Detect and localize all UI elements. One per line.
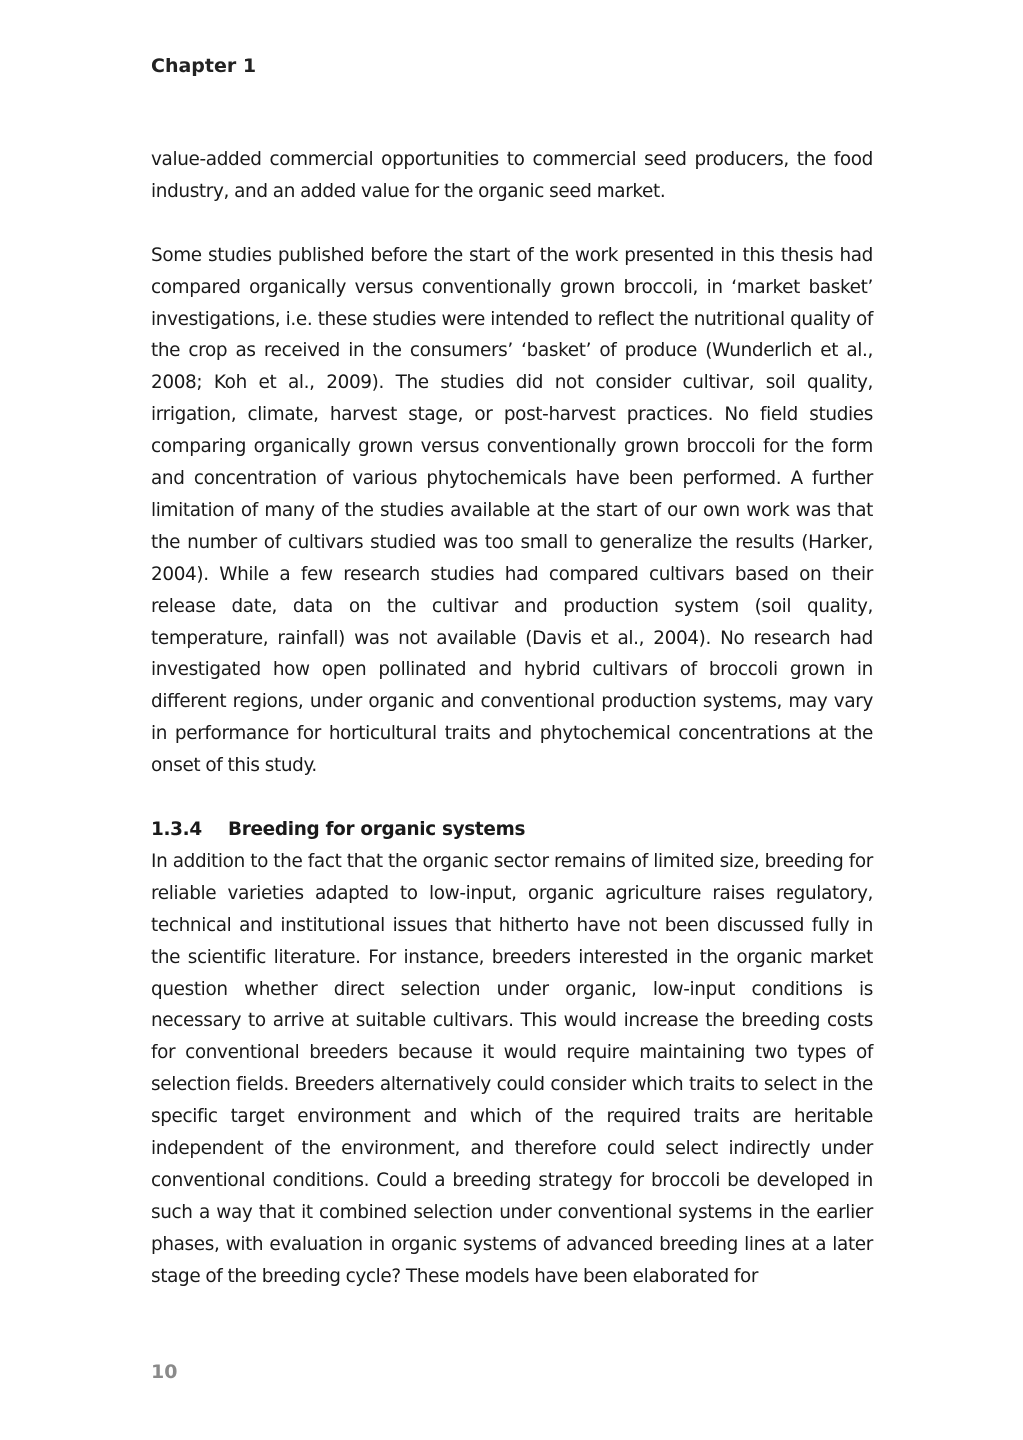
paragraph-gap (151, 208, 873, 240)
paragraph-market-basket-studies: Some studies published before the start of the work presented in this thesis had compared organically versus conventionally grown broccoli, in ‘market basket’ investigations, i.e. these studies were intended to reflect the nutritional quality of the crop as received in the consumers’ ‘basket’ of produce (Wunderlich et al., 2008; Koh et al., 2009). The studies did not consider cultivar, soil quality, irrigation, climate, harvest stage, or post-harvest practices. No field studies comparing organically grown versus conventionally grown broccoli for the form and concentration of various phytochemicals have been performed. A further limitation of many of the studies available at the start of our own work was that the number of cultivars studied was too small to generalize the results (Harker, 2004). While a few research studies had compared cultivars based on their release date, data on the cultivar and production system (soil quality, temperature, rainfall) was not available (Davis et al., 2004). No research had investigated how open pollinated and hybrid cultivars of broccoli grown in different regions, under organic and conventional production systems, may vary in performance for horticultural traits and phytochemical concentrations at the onset of this study. (151, 244, 873, 777)
paragraph-continuation: value-added commercial opportunities to commercial seed producers, the food industry, and an added value for the organic seed market. (151, 149, 873, 202)
body-text (151, 144, 873, 1293)
section-number: 1.3.4 (151, 819, 202, 840)
running-head: Chapter 1 (151, 55, 257, 77)
page-number: 10 (151, 1361, 178, 1383)
paragraph-gap (151, 782, 873, 814)
paragraph-breeding-organic: In addition to the fact that the organic sector remains of limited size, breeding for reliable varieties adapted to low-input, organic agriculture raises regulatory, technical and institutional issues that hitherto have not been discussed fully in the scientific literature. For instance, breeders interested in the organic market question whether direct selection under organic, low-input conditions is necessary to arrive at suitable cultivars. This would increase the breeding costs for conventional breeders because it would require maintaining two types of selection fields. Breeders alternatively could consider which traits to select in the specific target environment and which of the required traits are heritable independent of the environment, and therefore could select indirectly under conventional conditions. Could a breeding strategy for broccoli be developed in such a way that it combined selection under conventional systems in the earlier phases, with evaluation in organic systems of advanced breeding lines at a later stage of the breeding cycle? These models have been elaborated for (151, 850, 873, 1287)
section-heading (151, 814, 873, 846)
section-title: Breeding for organic systems (228, 819, 526, 840)
